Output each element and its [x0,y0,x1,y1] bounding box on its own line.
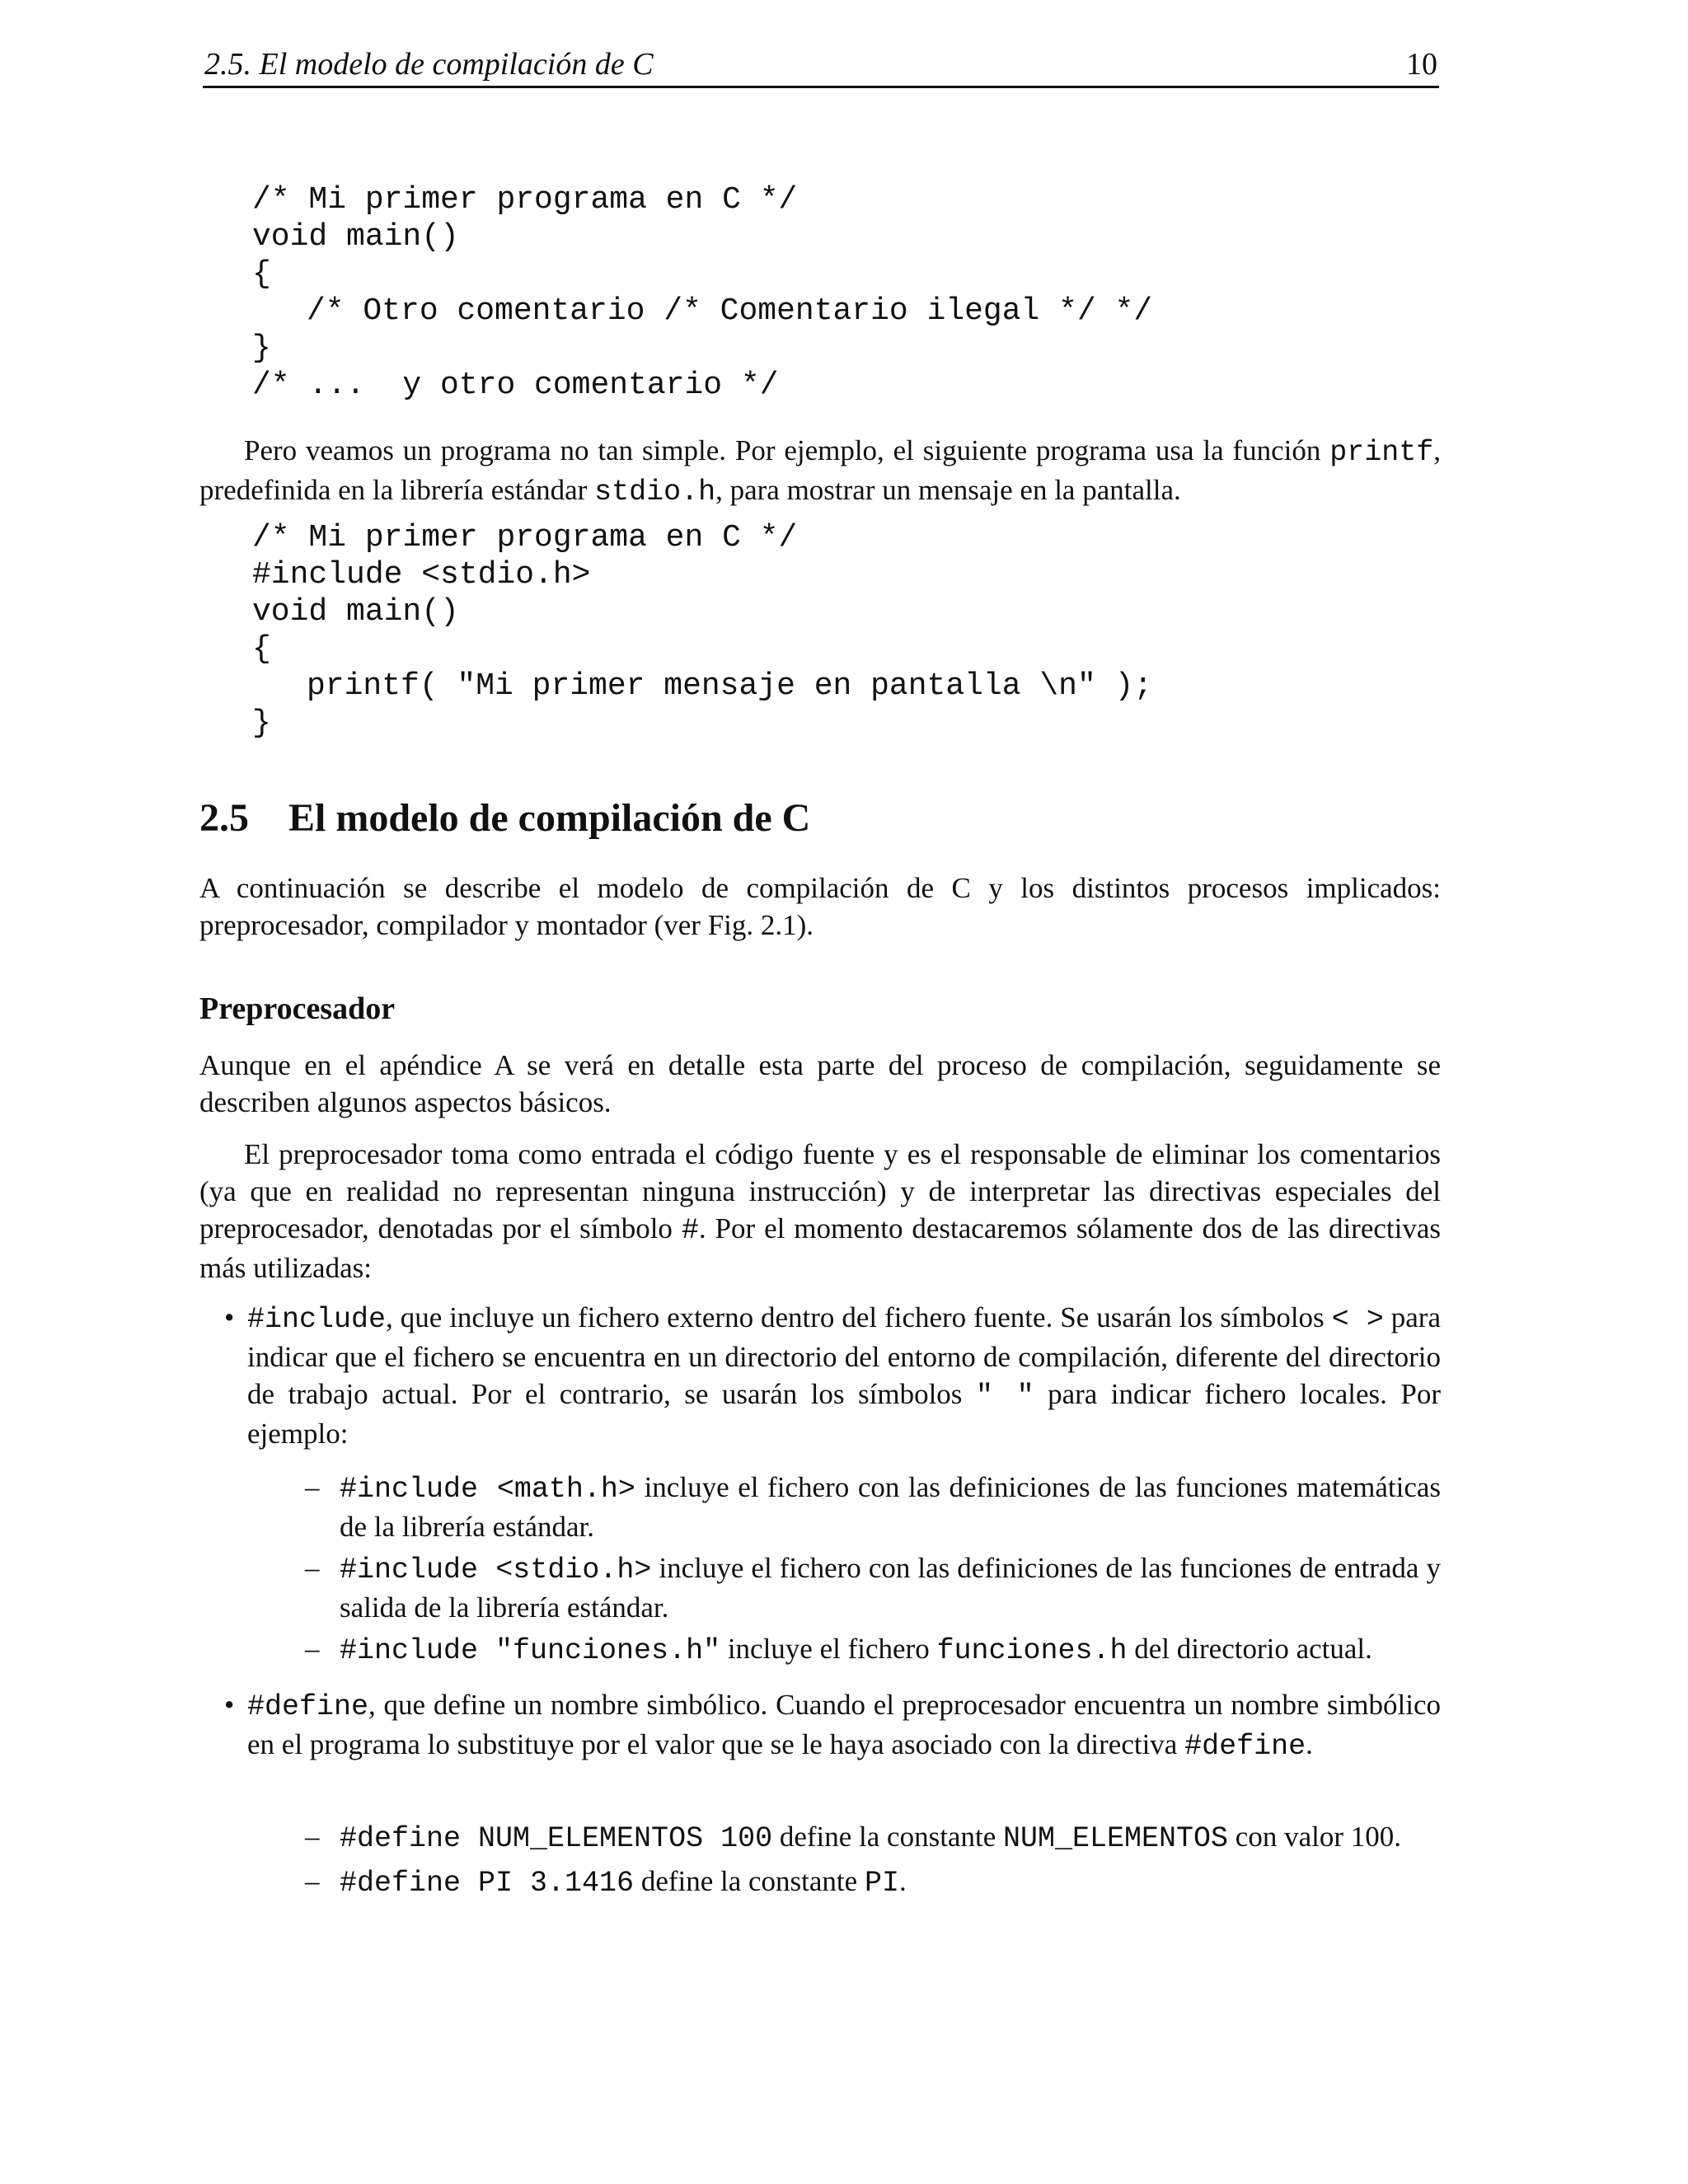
inline-code: printf [1329,436,1434,469]
code-line: /* Mi primer programa en C */ [252,182,798,218]
inline-code: #include <stdio.h> [340,1554,652,1586]
text-run: , que define un nombre simbólico. Cuando el preprocesador encuentra un nombre simbólico en el programa lo substituye por el valor que se le haya asociado con la directiva [247,1689,1441,1760]
code-line: { [252,631,271,667]
inline-code: #include "funciones.h" [340,1634,721,1667]
text-run: define la constante [634,1865,865,1897]
list-item-define [224,1686,1441,1765]
section-title: El modelo de compilación de C [288,796,811,840]
code-line: { [252,256,271,292]
text-run: para indicar que el fichero se encuentra en un directorio del entorno de compilación, diferente del directorio de trabajo actual. Por el contrario, se usarán los símbolos [247,1301,1441,1410]
dash-marker: – [305,1471,320,1503]
running-header [203,43,1439,88]
code-line: void main() [252,219,459,255]
text-run: para indicar fichero locales. Por ejemplo: [247,1378,1441,1450]
list-item-include [224,1299,1441,1452]
inline-code: #define [1184,1730,1306,1763]
dash-marker: – [305,1865,320,1897]
code-line: /* Mi primer programa en C */ [252,520,798,555]
text-run: , predefinida en la librería estándar [199,434,1441,506]
text-run: define la constante [772,1821,1003,1853]
sublist-item-pi [305,1863,1441,1902]
inline-code: #define NUM_ELEMENTOS 100 [340,1822,773,1855]
text-run: . [1306,1728,1313,1760]
inline-code: #define PI 3.1416 [340,1867,635,1900]
bullet-marker: • [224,1689,235,1721]
text-run: incluye el fichero con las definiciones de las funciones matemáticas de la librería estándar. [340,1471,1442,1543]
text-run: incluye el fichero [720,1633,937,1665]
text-run: El preprocesador toma como entrada el código fuente y es el responsable de eliminar los comentarios (ya que en realidad no representan ninguna instrucción) y de interpretar las directivas especiales del preprocesador, denotadas por el símbolo [199,1138,1441,1244]
text-run: incluye el fichero con las definiciones de las funciones de entrada y salida de la librería estándar. [340,1552,1441,1624]
text-run: . [898,1865,907,1897]
running-header-title: 2.5. El modelo de compilación de C [204,47,654,82]
text-run: . Por el momento destacaremos sólamente dos de las directivas más utilizadas: [199,1212,1441,1284]
subsection-heading: Preprocesador [199,991,396,1026]
inline-code: " " [975,1380,1034,1413]
section-number: 2.5 [199,796,249,840]
text-run: , que incluye un fichero externo dentro del fichero fuente. Se usarán los símbolos [386,1301,1332,1333]
code-listing-printf [252,519,1152,742]
inline-code: #include <math.h> [340,1473,635,1506]
code-line: void main() [252,594,459,630]
dash-marker: – [305,1821,320,1853]
sublist-item-stdio [305,1549,1441,1626]
paragraph-printf-intro [199,432,1441,511]
inline-code: PI [864,1867,899,1900]
code-line: #include <stdio.h> [252,557,591,593]
page-number: 10 [1406,47,1437,82]
code-line: } [252,705,271,741]
dash-marker: – [305,1633,320,1665]
bullet-marker: • [224,1301,235,1333]
section-heading [199,794,810,843]
paragraph-compilation-model: A continuación se describe el modelo de compilación de C y los distintos procesos implicados: preprocesador, compilador y montador (ver Fig. 2.1). [199,872,1441,941]
paragraph-preprocessor [199,1136,1441,1286]
code-line: printf( "Mi primer mensaje en pantalla \n" ); [307,668,1153,704]
text-run: Pero veamos un programa no tan simple. Por ejemplo, el siguiente programa usa la función [244,434,1330,466]
code-listing-comments [252,181,1152,404]
code-line: /* ... y otro comentario */ [252,368,779,403]
inline-code: NUM_ELEMENTOS [1002,1822,1229,1855]
code-line: } [252,330,271,366]
sublist-item-math [305,1469,1442,1545]
text-run: del directorio actual. [1127,1633,1372,1665]
inline-code: #define [247,1690,369,1723]
paragraph-appendix: Aunque en el apéndice A se verá en detalle esta parte del proceso de compilación, seguidamente se describen algunos aspectos básicos. [199,1049,1441,1118]
text-run: , para mostrar un mensaje en la pantalla. [715,474,1181,506]
inline-code: # [681,1214,699,1247]
sublist-item-funciones [305,1630,1441,1670]
inline-code: #include [247,1303,387,1336]
code-line: /* Otro comentario /* Comentario ilegal */ */ [307,293,1153,329]
inline-code: stdio.h [594,476,716,509]
dash-marker: – [305,1552,320,1584]
inline-code: < > [1331,1303,1384,1336]
inline-code: funciones.h [936,1634,1128,1667]
text-run: con valor 100. [1228,1821,1401,1853]
sublist-item-num-elementos [305,1818,1441,1858]
